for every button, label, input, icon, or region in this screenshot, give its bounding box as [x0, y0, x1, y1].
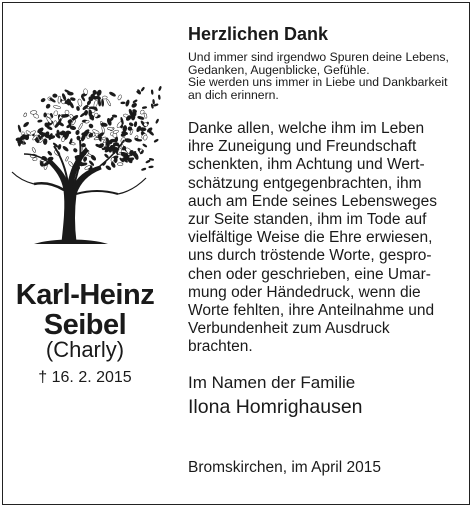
deceased-name-last: Seibel — [43, 309, 127, 341]
body-line: Danke allen, welche ihm im Leben — [188, 120, 425, 137]
poem-line: Sie werden uns immer in Liebe und Dankbarkeit — [188, 75, 448, 89]
body-line: brachten. — [188, 338, 253, 356]
death-date: † 16. 2. 2015 — [38, 369, 132, 386]
poem-line: Und immer sind irgendwo Spuren deine Lebens, — [188, 50, 449, 64]
body-line: chen oder geschrieben, eine Umar- — [188, 265, 431, 283]
poem-line: Gedanken, Augenblicke, Gefühle. — [188, 62, 370, 77]
signature-name: Ilona Homrighausen — [188, 396, 363, 418]
body-line: ihre Zuneigung und Freundschaft — [188, 138, 417, 156]
body-line: schätzung entgegenbrachten, ihm — [188, 174, 422, 192]
body-line: Worte fehlten, ihre Anteilnahme und — [188, 302, 435, 320]
poem-block — [188, 51, 468, 101]
thank-you-text — [188, 120, 468, 357]
body-line: schenkten, ihm Achtung und Wert- — [188, 156, 425, 174]
signature-intro: Im Namen der Familie — [188, 373, 356, 392]
place-and-date: Bromskirchen, im April 2015 — [188, 459, 381, 476]
body-line: Verbundenheit zum Ausdruck — [188, 320, 390, 338]
deceased-nickname: (Charly) — [45, 337, 125, 362]
body-line: zur Seite standen, ihm im Tode auf — [188, 211, 427, 229]
body-line: mung oder Händedruck, wenn die — [188, 283, 421, 301]
poem-line: an dich erinnern. — [188, 87, 279, 102]
tree-with-falling-leaves-icon — [4, 74, 164, 244]
notice-heading: Herzlichen Dank — [188, 24, 329, 44]
body-line: vielfältige Weise die Ehre erwiesen, — [188, 229, 433, 247]
body-line: auch am Ende seines Lebensweges — [188, 192, 438, 210]
deceased-name-first: Karl-Heinz — [15, 279, 155, 311]
left-column — [0, 0, 170, 509]
body-line: uns durch tröstende Worte, gespro- — [188, 247, 432, 265]
